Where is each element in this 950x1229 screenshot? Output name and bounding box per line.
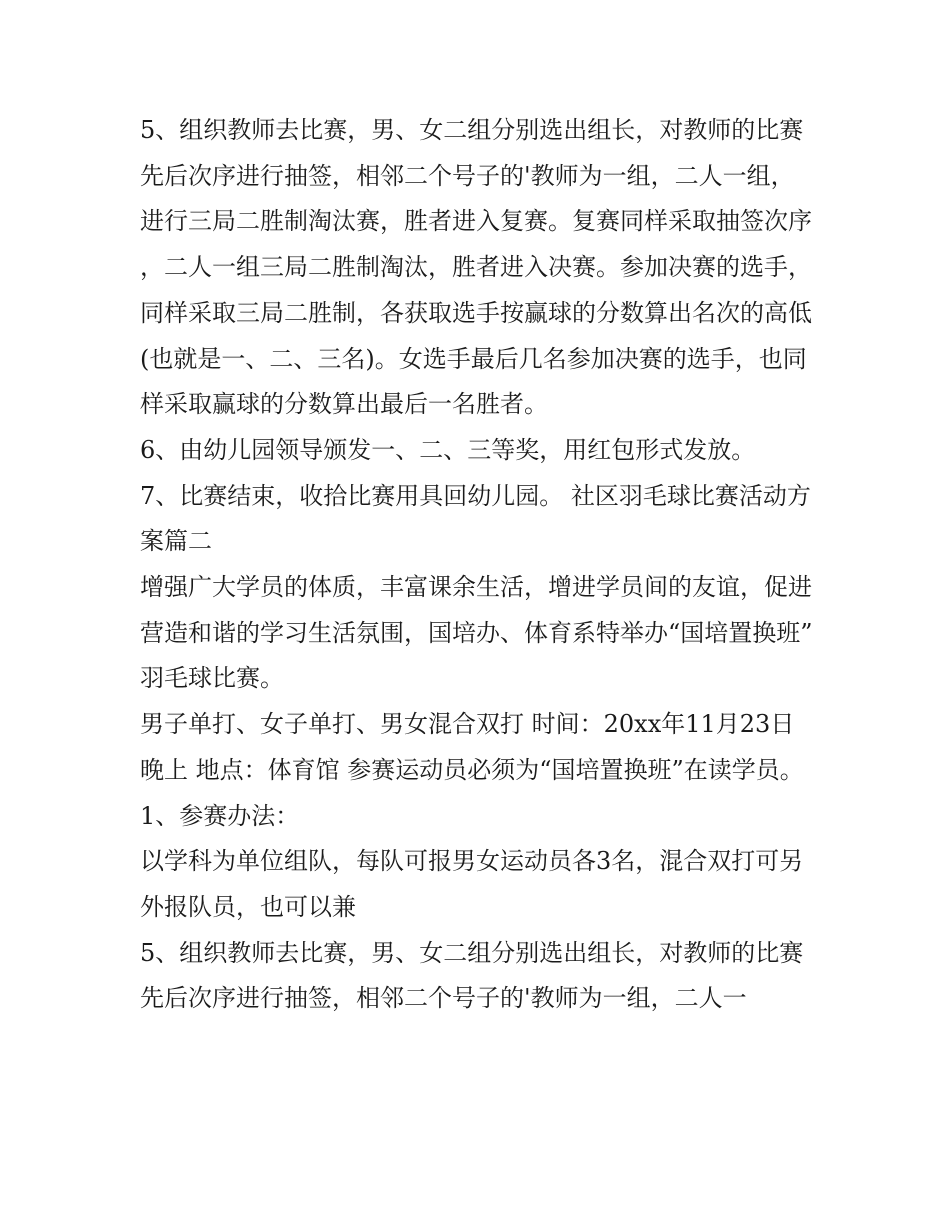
- paragraph-purpose: 增强广大学员的体质，丰富课余生活，增进学员间的友谊，促进营造和谐的学习生活氛围，国培办、体育系特举办“国培置换班”羽毛球比赛。: [140, 573, 813, 693]
- paragraph-team-registration: 以学科为单位组队，每队可报男女运动员各3名，混合双打可另外报队员，也可以兼: [140, 847, 804, 921]
- paragraph-rules-5-repeat: 5、组织教师去比赛，男、女二组分别选出组长，对教师的比赛先后次序进行抽签，相邻二个号子的'教师为一组，二人一: [140, 938, 804, 1013]
- paragraph-rules-7: 7、比赛结束，收拾比赛用具回幼儿园。 社区羽毛球比赛活动方案篇二: [140, 481, 811, 556]
- paragraph-events-time-place: 男子单打、女子单打、男女混合双打 时间：20xx年11月23日晚上 地点：体育馆 参赛运动员必须为“国培置换班”在读学员。 1、参赛办法：: [140, 710, 804, 830]
- paragraph-rules-6: 6、由幼儿园领导颁发一、二、三等奖，用红包形式发放。: [140, 435, 756, 464]
- document-body: [140, 108, 816, 1022]
- paragraph-rules-5: 5、组织教师去比赛，男、女二组分别选出组长，对教师的比赛先后次序进行抽签，相邻二个号子的'教师为一组，二人一组，进行三局二胜制淘汰赛，胜者进入复赛。复赛同样采取抽签次序，二人一组三局二胜制淘汰，胜者进入决赛。参加决赛的选手，同样采取三局二胜制，各获取选手按赢球的分数算出名次的高低(也就是一、二、三名)。女选手最后几名参加决赛的选手，也同样采取赢球的分数算出最后一名胜者。: [140, 116, 812, 419]
